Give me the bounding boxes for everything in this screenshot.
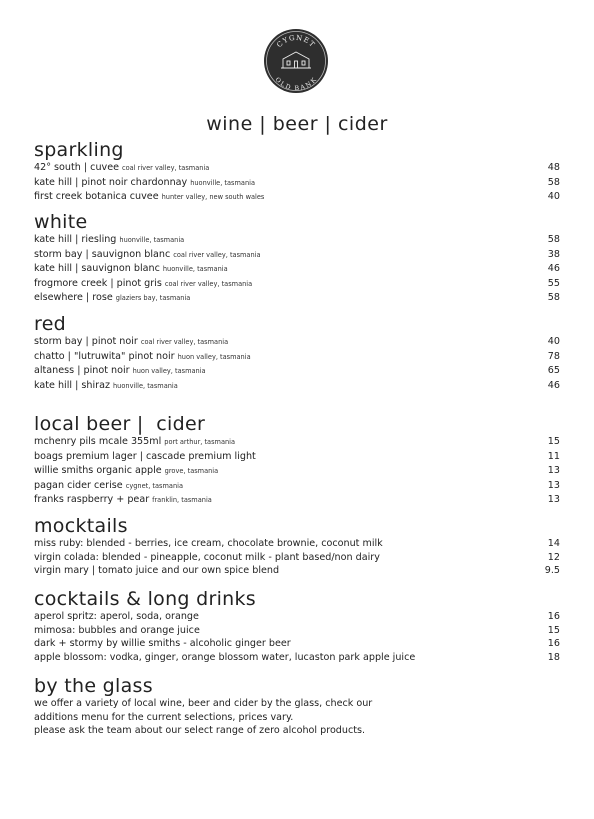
section-heading: white — [34, 211, 88, 233]
by-the-glass-line: additions menu for the current selections, prices vary. — [34, 711, 294, 723]
price: 15 — [547, 624, 560, 636]
menu-item: chatto | "lutruwita" pinot noir huon valley, tasmania 78 — [34, 350, 560, 362]
menu-item: kate hill | shiraz huonville, tasmania 46 — [34, 379, 560, 391]
price: 48 — [547, 162, 560, 173]
section-heading: cocktails & long drinks — [34, 588, 257, 610]
price: 12 — [547, 551, 560, 563]
price: 9.5 — [544, 565, 560, 577]
by-the-glass-line: we offer a variety of local wine, beer and cider by the glass, check our — [34, 698, 373, 709]
menu-item: apple blossom: vodka, ginger, orange blossom water, lucaston park apple juice 18 — [34, 651, 560, 663]
menu-item: storm bay | pinot noir coal river valley, tasmania 40 — [34, 336, 560, 347]
menu-item: frogmore creek | pinot gris coal river valley, tasmania 55 — [34, 277, 560, 289]
section-heading: red — [34, 313, 67, 335]
menu-item: mchenry pils mcale 355ml port arthur, tasmania 15 — [34, 436, 560, 447]
section-heading: mocktails — [34, 515, 128, 537]
price: 13 — [547, 465, 560, 477]
menu-item: elsewhere | rose glaziers bay, tasmania 58 — [34, 292, 560, 304]
menu-item: aperol spritz: aperol, soda, orange 16 — [34, 611, 560, 622]
section-heading: sparkling — [34, 139, 124, 161]
menu-item: virgin colada: blended - pineapple, coconut milk - plant based/non dairy 12 — [34, 551, 560, 563]
page-title: wine | beer | cider — [206, 113, 388, 135]
section-mocktails — [34, 515, 560, 578]
price: 55 — [547, 277, 560, 289]
logo-bottom-text: OLD BANK — [273, 76, 319, 93]
price: 46 — [547, 263, 560, 275]
price: 13 — [547, 494, 560, 506]
price: 16 — [547, 638, 560, 650]
menu-item: willie smiths organic apple grove, tasmania 13 — [34, 465, 560, 477]
menu-item: kate hill | riesling huonville, tasmania 58 — [34, 234, 560, 245]
menu-item: first creek botanica cuvee hunter valley, new south wales 40 — [34, 191, 560, 203]
menu-item: boags premium lager | cascade premium light 11 — [34, 450, 560, 462]
section-cocktails-long-drinks — [34, 588, 560, 664]
price: 38 — [547, 248, 560, 260]
menu-item: virgin mary | tomato juice and our own spice blend 9.5 — [34, 565, 560, 577]
logo-top-text: CYGNET — [275, 33, 317, 50]
section-red — [34, 313, 560, 393]
cygnet-old-bank-logo — [263, 28, 329, 94]
menu-item: mimosa: bubbles and orange juice 15 — [34, 624, 560, 636]
price: 18 — [547, 651, 560, 663]
price: 14 — [547, 538, 560, 549]
menu-item: franks raspberry + pear franklin, tasmania 13 — [34, 494, 560, 506]
price: 40 — [547, 336, 560, 347]
price: 65 — [547, 365, 560, 377]
price: 58 — [547, 176, 560, 188]
section-local-beer-cider — [34, 413, 560, 508]
section-sparkling — [34, 139, 560, 205]
price: 58 — [547, 292, 560, 304]
menu-item: altaness | pinot noir huon valley, tasmania 65 — [34, 365, 560, 377]
price: 46 — [547, 379, 560, 391]
price: 58 — [547, 234, 560, 245]
by-the-glass-line: please ask the team about our select range of zero alcohol products. — [34, 725, 366, 737]
menu-item: kate hill | pinot noir chardonnay huonville, tasmania 58 — [34, 176, 560, 188]
menu-item: dark + stormy by willie smiths - alcoholic ginger beer 16 — [34, 638, 560, 650]
price: 78 — [547, 350, 560, 362]
section-white — [34, 211, 560, 306]
menu-item: storm bay | sauvignon blanc coal river valley, tasmania 38 — [34, 248, 560, 260]
price: 11 — [547, 450, 560, 462]
menu-item: kate hill | sauvignon blanc huonville, tasmania 46 — [34, 263, 560, 275]
price: 40 — [547, 191, 560, 203]
price: 15 — [547, 436, 560, 447]
menu-item: 42° south | cuvee coal river valley, tasmania 48 — [34, 162, 560, 173]
price: 13 — [547, 479, 560, 491]
menu-item: pagan cider cerise cygnet, tasmania 13 — [34, 479, 560, 491]
section-heading: by the glass — [34, 675, 153, 697]
price: 16 — [547, 611, 560, 622]
menu-item: miss ruby: blended - berries, ice cream, chocolate brownie, coconut milk 14 — [34, 538, 560, 549]
section-heading: local beer | cider — [34, 413, 206, 435]
section-by-the-glass — [34, 675, 560, 738]
